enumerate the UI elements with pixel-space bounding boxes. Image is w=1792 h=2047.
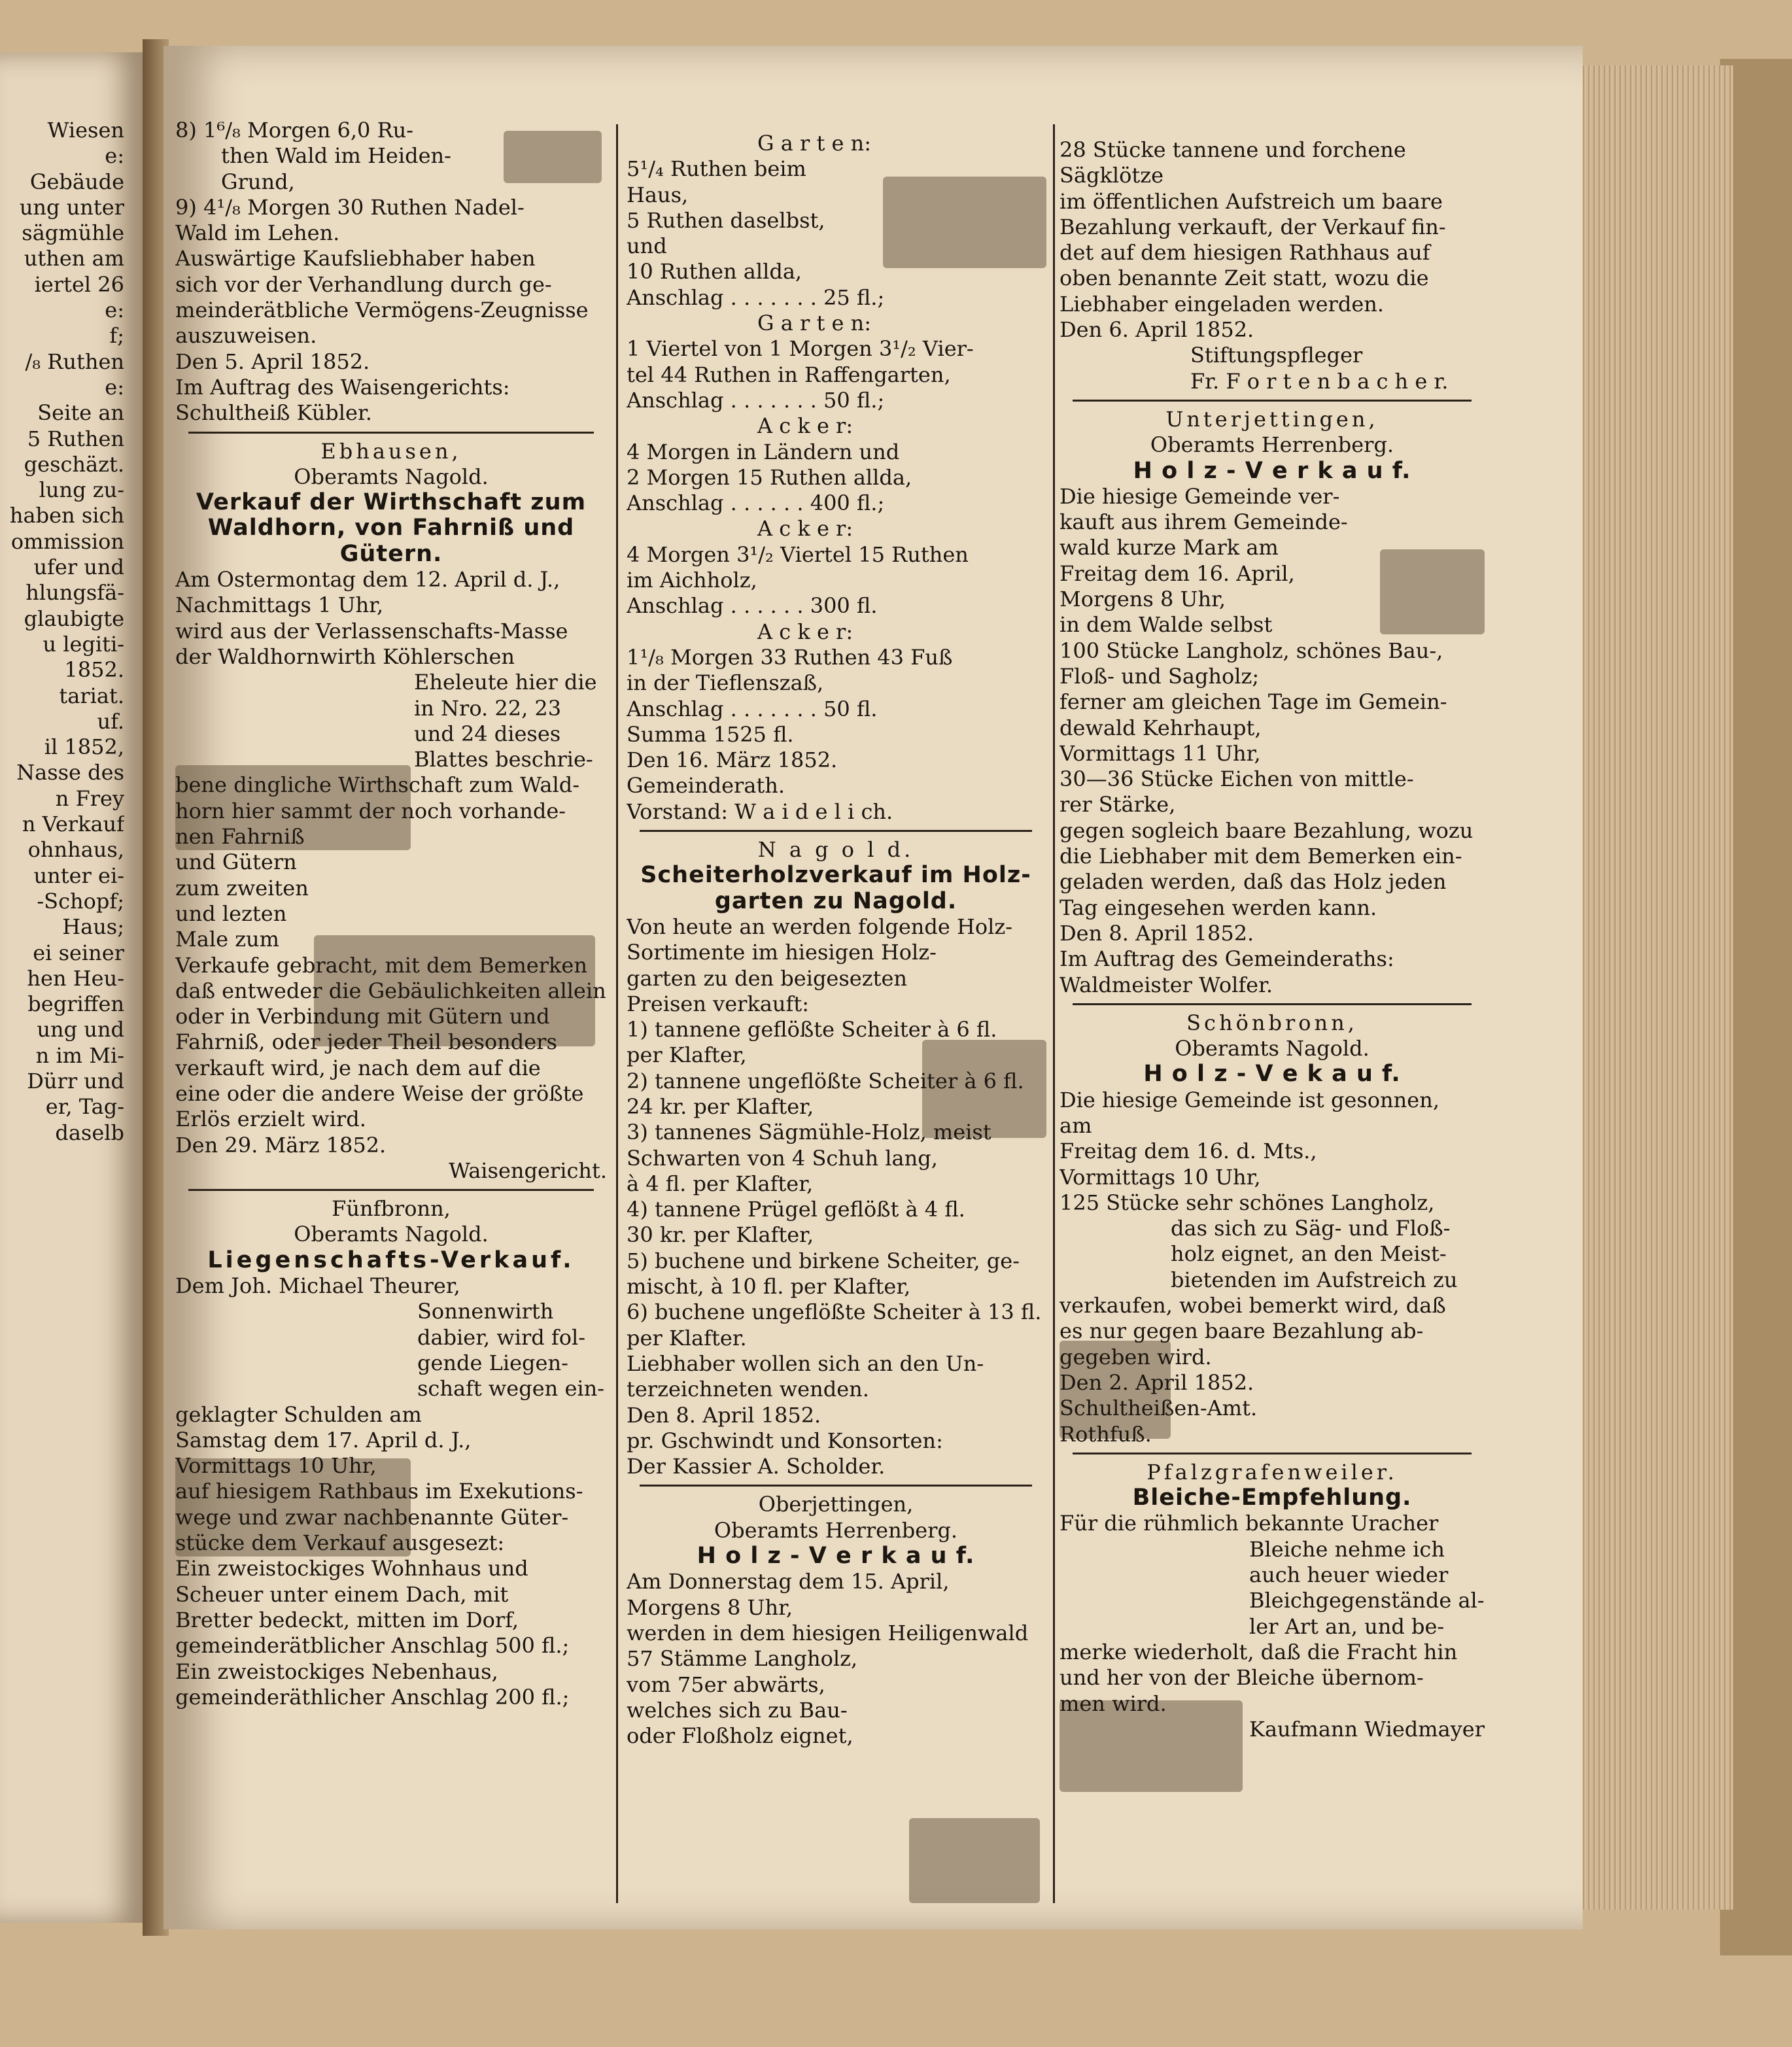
text-line: Liebhaber eingeladen werden. bbox=[1060, 291, 1385, 317]
text-line: begriffen bbox=[27, 991, 124, 1017]
text-line: ufer und bbox=[33, 555, 124, 580]
place-heading: N a g o l d. bbox=[757, 837, 914, 863]
ad-title: Liegenschafts-Verkauf. bbox=[207, 1247, 575, 1273]
ad-title: H o l z - V e r k a u f. bbox=[1133, 458, 1411, 484]
text-line: ler Art an, und be- bbox=[1249, 1613, 1445, 1639]
text-line: oder in Verbindung mit Gütern und bbox=[175, 1004, 550, 1029]
text-line: n Verkauf bbox=[22, 812, 124, 837]
text-line: Vormittags 10 Uhr, bbox=[175, 1453, 377, 1479]
signature: Kaufmann Wiedmayer bbox=[1249, 1716, 1485, 1742]
text-line: Liebhaber wollen sich an den Un- bbox=[627, 1350, 984, 1376]
text-line: Morgens 8 Uhr, bbox=[1060, 587, 1226, 612]
text-line: Vormittags 11 Uhr, bbox=[1060, 740, 1261, 766]
text-line: then Wald im Heiden- bbox=[221, 143, 451, 169]
section-divider bbox=[1073, 1453, 1472, 1454]
text-line: und Gütern bbox=[175, 850, 297, 875]
text-line: A c k e r: bbox=[757, 516, 853, 542]
text-line: 5 Ruthen bbox=[27, 426, 124, 451]
text-line: im Aichholz, bbox=[627, 568, 757, 593]
text-line: Für die rühmlich bekannte Uracher bbox=[1060, 1511, 1439, 1536]
text-line: werden in dem hiesigen Heiligenwald bbox=[627, 1620, 1029, 1645]
page-edges bbox=[1570, 65, 1733, 1910]
text-line: bietenden im Aufstreich zu bbox=[1171, 1267, 1458, 1292]
text-line: 9) 4¹/₈ Morgen 30 Ruthen Nadel- bbox=[175, 194, 525, 220]
section-divider bbox=[640, 1485, 1032, 1487]
text-line: garten zu den beigesezten bbox=[627, 965, 907, 991]
ad-title: Scheiterholzverkauf im Holz- bbox=[640, 863, 1031, 889]
text-line: Anschlag . . . . . . . 50 fl.; bbox=[627, 387, 885, 413]
text-line: Anschlag . . . . . . 400 fl.; bbox=[627, 490, 885, 516]
text-line: zum zweiten bbox=[175, 875, 309, 901]
text-line: Freitag dem 16. April, bbox=[1060, 560, 1295, 586]
column-2 bbox=[627, 131, 1045, 1749]
text-line: per Klafter, bbox=[627, 1042, 747, 1068]
text-line: Den 16. März 1852. bbox=[627, 748, 838, 773]
text-line: -Schopf; bbox=[37, 888, 124, 914]
text-line: Am Donnerstag dem 15. April, bbox=[627, 1569, 950, 1594]
text-line: 125 Stücke sehr schönes Langholz, bbox=[1060, 1190, 1435, 1215]
text-line: iertel 26 bbox=[34, 271, 124, 297]
text-line: 2 Morgen 15 Ruthen allda, bbox=[627, 464, 912, 490]
text-line: 10 Ruthen allda, bbox=[627, 259, 802, 284]
text-line: 5) buchene und birkene Scheiter, ge- bbox=[627, 1248, 1020, 1273]
text-line: gemeinderäthlicher Anschlag 200 fl.; bbox=[175, 1684, 570, 1710]
text-line: 1 Viertel von 1 Morgen 3¹/₂ Vier- bbox=[627, 336, 974, 362]
text-line: tel 44 Ruthen in Raffengarten, bbox=[627, 362, 951, 387]
text-line: sich vor der Verhandlung durch ge- bbox=[175, 271, 552, 297]
text-line: Vorstand: W a i d e l i ch. bbox=[627, 799, 893, 824]
district-heading: Oberamts Herrenberg. bbox=[1150, 432, 1394, 458]
text-line: Gebäude bbox=[29, 169, 124, 194]
text-line: Den 8. April 1852. bbox=[1060, 920, 1254, 946]
text-line: men wird. bbox=[1060, 1691, 1167, 1716]
text-line: und bbox=[627, 233, 667, 259]
text-line: Morgens 8 Uhr, bbox=[627, 1594, 793, 1620]
text-line: Schultheiß Kübler. bbox=[175, 400, 372, 426]
text-line: lung zu- bbox=[39, 477, 124, 503]
text-line: geschäzt. bbox=[24, 451, 124, 477]
text-line: n im Mi- bbox=[35, 1042, 124, 1068]
text-line: Stiftungspfleger bbox=[1190, 343, 1363, 368]
text-line: Schultheißen-Amt. bbox=[1060, 1396, 1258, 1421]
place-heading: Fünfbronn, bbox=[332, 1196, 451, 1222]
text-line: Sägklötze bbox=[1060, 163, 1164, 188]
text-line: Samstag dem 17. April d. J., bbox=[175, 1427, 472, 1453]
text-line: Dürr und bbox=[27, 1068, 124, 1093]
text-line: Den 2. April 1852. bbox=[1060, 1369, 1254, 1395]
text-line: Den 5. April 1852. bbox=[175, 349, 370, 374]
text-line: Haus, bbox=[627, 182, 689, 207]
text-line: uf. bbox=[97, 708, 124, 734]
text-line: und lezten bbox=[175, 901, 287, 926]
text-line: dabier, wird fol- bbox=[417, 1324, 586, 1350]
text-line: Im Auftrag des Gemeinderaths: bbox=[1060, 946, 1394, 972]
text-line: hlungsfä- bbox=[26, 580, 124, 606]
text-line: welches sich zu Bau- bbox=[627, 1697, 848, 1723]
text-line: Male zum bbox=[175, 927, 279, 952]
text-line: 4 Morgen 3¹/₂ Viertel 15 Ruthen bbox=[627, 542, 969, 567]
place-heading: Ebhausen, bbox=[320, 438, 462, 464]
ad-title: Waldhorn, von Fahrniß und bbox=[207, 515, 575, 542]
text-line: Freitag dem 16. d. Mts., bbox=[1060, 1139, 1317, 1164]
text-line: Bezahlung verkauft, der Verkauf fin- bbox=[1060, 214, 1446, 239]
text-line: Grund, bbox=[221, 169, 295, 194]
text-line: n Frey bbox=[55, 785, 124, 811]
text-line: holz eignet, an den Meist- bbox=[1171, 1241, 1447, 1267]
text-line: der Waldhornwirth Köhlerschen bbox=[175, 644, 515, 669]
text-line: e: bbox=[105, 374, 124, 400]
text-line: A c k e r: bbox=[757, 619, 853, 644]
text-line: Schwarten von 4 Schuh lang, bbox=[627, 1145, 938, 1171]
text-line: Bleiche nehme ich bbox=[1249, 1536, 1445, 1562]
text-line: vom 75er abwärts, bbox=[627, 1672, 825, 1697]
text-line: am bbox=[1060, 1112, 1092, 1138]
text-line: Waldmeister Wolfer. bbox=[1060, 972, 1273, 997]
text-line: gemeinderätblicher Anschlag 500 fl.; bbox=[175, 1633, 570, 1659]
text-line: meinderätbliche Vermögens-Zeugnisse bbox=[175, 298, 589, 323]
text-line: Rothfuß. bbox=[1060, 1421, 1152, 1447]
text-line: er, Tag- bbox=[45, 1094, 124, 1120]
text-line: Auswärtige Kaufsliebhaber haben bbox=[175, 246, 536, 271]
text-line: ung und bbox=[37, 1017, 124, 1042]
text-line: sägmühle bbox=[22, 220, 124, 246]
place-heading: Schönbronn, bbox=[1186, 1010, 1358, 1035]
text-line: oder Floßholz eignet, bbox=[627, 1723, 853, 1749]
place-heading: Oberjettingen, bbox=[758, 1492, 914, 1517]
text-line: 30 kr. per Klafter, bbox=[627, 1222, 814, 1248]
woodcut-worker-image bbox=[909, 1818, 1040, 1903]
district-heading: Oberamts Nagold. bbox=[1175, 1036, 1370, 1061]
text-line: G a r t e n: bbox=[757, 131, 871, 156]
text-line: verkauft wird, je nach dem auf die bbox=[175, 1055, 541, 1080]
section-divider bbox=[1073, 400, 1472, 402]
text-line: in dem Walde selbst bbox=[1060, 612, 1273, 638]
ad-title: H o l z - V e r k a u f. bbox=[697, 1543, 975, 1570]
text-line: Seite an bbox=[37, 400, 124, 426]
text-line: 30—36 Stücke Eichen von mittle- bbox=[1060, 766, 1414, 792]
text-line: e: bbox=[105, 298, 124, 323]
text-line: Scheuer unter einem Dach, mit bbox=[175, 1581, 509, 1607]
section-divider bbox=[1073, 1003, 1472, 1005]
text-line: schaft wegen ein- bbox=[417, 1376, 605, 1402]
text-line: Am Ostermontag dem 12. April d. J., bbox=[175, 567, 560, 593]
text-line: 1852. bbox=[64, 657, 124, 683]
text-line: 100 Stücke Langholz, schönes Bau-, bbox=[1060, 638, 1443, 663]
text-line: il 1852, bbox=[44, 734, 124, 760]
text-line: uthen am bbox=[24, 246, 124, 271]
text-line: 3) tannenes Sägmühle-Holz, meist bbox=[627, 1120, 991, 1145]
text-line: Nachmittags 1 Uhr, bbox=[175, 593, 384, 618]
text-line: à 4 fl. per Klafter, bbox=[627, 1171, 814, 1196]
text-line: det auf dem hiesigen Rathhaus auf bbox=[1060, 240, 1430, 266]
text-line: 5 Ruthen daselbst, bbox=[627, 207, 825, 233]
text-line: Wald im Lehen. bbox=[175, 220, 340, 246]
text-line: das sich zu Säg- und Floß- bbox=[1171, 1216, 1451, 1241]
text-line: bene dingliche Wirthschaft zum Wald- bbox=[175, 772, 579, 798]
text-line: 1) tannene geflößte Scheiter à 6 fl. bbox=[627, 1017, 997, 1042]
text-line: nen Fahrniß bbox=[175, 824, 305, 850]
text-line: daß entweder die Gebäulichkeiten allein bbox=[175, 978, 606, 1003]
ad-title: Gütern. bbox=[339, 541, 443, 567]
text-line: /₈ Ruthen bbox=[25, 349, 124, 374]
text-line: 28 Stücke tannene und forchene bbox=[1060, 137, 1406, 162]
text-line: 5¹/₄ Ruthen beim bbox=[627, 156, 806, 182]
text-line: Nasse des bbox=[16, 760, 124, 785]
text-line: u legiti- bbox=[43, 631, 124, 657]
text-line: stücke dem Verkauf ausgesezt: bbox=[175, 1530, 505, 1556]
left-page-column bbox=[0, 118, 124, 1146]
text-line: Floß- und Sagholz; bbox=[1060, 663, 1260, 689]
text-line: geladen werden, daß das Holz jeden bbox=[1060, 869, 1447, 895]
text-line: in der Tieflenszaß, bbox=[627, 670, 824, 696]
text-line: Eheleute hier die bbox=[414, 670, 597, 695]
text-line: dewald Kehrhaupt, bbox=[1060, 715, 1262, 740]
text-line: 8) 1⁶/₈ Morgen 6,0 Ru- bbox=[175, 118, 414, 143]
text-line: 4) tannene Prügel geflößt à 4 fl. bbox=[627, 1197, 965, 1222]
text-line: Verkaufe gebracht, mit dem Bemerken bbox=[175, 952, 587, 978]
text-line: G a r t e n: bbox=[757, 311, 871, 336]
text-line: Im Auftrag des Waisengerichts: bbox=[175, 374, 510, 400]
text-line: auszuweisen. bbox=[175, 323, 317, 349]
text-line: gegen sogleich baare Bezahlung, wozu bbox=[1060, 817, 1473, 843]
text-line: f; bbox=[109, 323, 124, 349]
ad-title: H o l z - V e k a u f. bbox=[1143, 1061, 1401, 1088]
text-line: Den 29. März 1852. bbox=[175, 1132, 387, 1158]
section-divider bbox=[640, 830, 1032, 832]
text-line: 2) tannene ungeflößte Scheiter à 6 fl. bbox=[627, 1068, 1024, 1093]
text-line: geklagter Schulden am bbox=[175, 1402, 422, 1427]
section-divider bbox=[188, 1189, 594, 1191]
text-line: Die hiesige Gemeinde ver- bbox=[1060, 483, 1340, 509]
text-line: Sortimente im hiesigen Holz- bbox=[627, 940, 937, 965]
text-line: Von heute an werden folgende Holz- bbox=[627, 914, 1013, 939]
text-line: wald kurze Mark am bbox=[1060, 535, 1279, 560]
column-divider bbox=[1053, 124, 1055, 1903]
text-line: in Nro. 22, 23 bbox=[414, 695, 562, 721]
text-line: merke wiederholt, daß die Fracht hin bbox=[1060, 1639, 1458, 1664]
text-line: 4 Morgen in Ländern und bbox=[627, 439, 900, 464]
text-line: Wiesen bbox=[47, 118, 124, 143]
text-line: Ein zweistockiges Wohnhaus und bbox=[175, 1556, 528, 1581]
text-line: glaubigte bbox=[24, 606, 124, 631]
text-line: tariat. bbox=[59, 683, 124, 708]
text-line: e: bbox=[105, 143, 124, 169]
text-line: Fr. F o r t e n b a c h e r. bbox=[1190, 368, 1449, 394]
text-line: ei seiner bbox=[33, 940, 124, 965]
text-line: die Liebhaber mit dem Bemerken ein- bbox=[1060, 844, 1462, 869]
text-line: wege und zwar nachbenannte Güter- bbox=[175, 1504, 569, 1530]
text-line: Dem Joh. Michael Theurer, bbox=[175, 1273, 460, 1299]
column-1 bbox=[175, 118, 607, 1710]
text-line: daselb bbox=[55, 1120, 124, 1145]
text-line: Den 8. April 1852. bbox=[627, 1402, 821, 1428]
ad-title: Verkauf der Wirthschaft zum bbox=[196, 490, 587, 516]
text-line: A c k e r: bbox=[757, 413, 853, 439]
text-line: hen Heu- bbox=[27, 965, 124, 991]
text-line: oben benannte Zeit statt, wozu die bbox=[1060, 266, 1429, 291]
column-3 bbox=[1060, 137, 1485, 1742]
text-line: terzeichneten wenden. bbox=[627, 1377, 869, 1402]
text-line: verkaufen, wobei bemerkt wird, daß bbox=[1060, 1293, 1446, 1318]
text-line: rer Stärke, bbox=[1060, 792, 1176, 817]
text-line: Haus; bbox=[62, 914, 124, 940]
text-line: im öffentlichen Aufstreich um baare bbox=[1060, 188, 1443, 214]
text-line: Sonnenwirth bbox=[417, 1299, 554, 1324]
text-line: Bleichgegenstände al- bbox=[1249, 1588, 1485, 1613]
text-line: und 24 dieses bbox=[414, 721, 561, 746]
text-line: ung unter bbox=[19, 194, 124, 220]
text-line: ferner am gleichen Tage im Gemein- bbox=[1060, 689, 1447, 715]
district-heading: Oberamts Nagold. bbox=[294, 464, 489, 489]
place-heading: Unterjettingen, bbox=[1165, 406, 1379, 432]
text-line: pr. Gschwindt und Konsorten: bbox=[627, 1428, 943, 1453]
text-line: mischt, à 10 fl. per Klafter, bbox=[627, 1274, 911, 1299]
text-line: ommission bbox=[10, 528, 124, 554]
section-divider bbox=[188, 432, 594, 434]
ad-title: Bleiche-Empfehlung. bbox=[1132, 1485, 1412, 1511]
text-line: gende Liegen- bbox=[417, 1350, 568, 1375]
text-line: Fahrniß, oder jeder Theil besonders bbox=[175, 1029, 557, 1055]
text-line: Preisen verkauft: bbox=[627, 991, 810, 1016]
text-line: und her von der Bleiche übernom- bbox=[1060, 1665, 1424, 1691]
text-line: Anschlag . . . . . . 300 fl. bbox=[627, 593, 878, 619]
text-line: eine oder die andere Weise der größte bbox=[175, 1080, 584, 1106]
text-line: ohnhaus, bbox=[27, 837, 124, 863]
text-line: per Klafter. bbox=[627, 1325, 747, 1350]
ad-title: garten zu Nagold. bbox=[714, 888, 957, 914]
text-line: kauft aus ihrem Gemeinde- bbox=[1060, 509, 1348, 535]
text-line: Anschlag . . . . . . . 50 fl. bbox=[627, 696, 878, 721]
text-line: 1¹/₈ Morgen 33 Ruthen 43 Fuß bbox=[627, 644, 953, 670]
text-line: es nur gegen baare Bezahlung ab- bbox=[1060, 1318, 1424, 1344]
text-line: gegeben wird. bbox=[1060, 1344, 1212, 1369]
text-line: Ein zweistockiges Nebenhaus, bbox=[175, 1659, 498, 1684]
text-line: Bretter bedeckt, mitten im Dorf, bbox=[175, 1607, 519, 1632]
text-line: 6) buchene ungeflößte Scheiter à 13 fl. bbox=[627, 1299, 1042, 1325]
text-line: 57 Stämme Langholz, bbox=[627, 1646, 858, 1672]
text-line: Den 6. April 1852. bbox=[1060, 317, 1254, 343]
text-line: Gemeinderath. bbox=[627, 773, 785, 799]
place-heading: Pfalzgrafenweiler. bbox=[1146, 1459, 1398, 1485]
text-line: Der Kassier A. Scholder. bbox=[627, 1454, 886, 1479]
text-line: unter ei- bbox=[33, 863, 124, 888]
district-heading: Oberamts Nagold. bbox=[294, 1222, 489, 1247]
text-line: Anschlag . . . . . . . 25 fl.; bbox=[627, 284, 885, 310]
text-line: horn hier sammt der noch vorhande- bbox=[175, 798, 566, 823]
text-line: Vormittags 10 Uhr, bbox=[1060, 1164, 1261, 1190]
text-line: Die hiesige Gemeinde ist gesonnen, bbox=[1060, 1087, 1439, 1112]
district-heading: Oberamts Herrenberg. bbox=[714, 1517, 958, 1543]
column-divider bbox=[616, 124, 618, 1903]
text-line: Tag eingesehen werden kann. bbox=[1060, 895, 1377, 920]
text-line: Erlös erzielt wird. bbox=[175, 1107, 366, 1132]
text-line: auch heuer wieder bbox=[1249, 1562, 1449, 1588]
text-line: haben sich bbox=[9, 503, 124, 528]
text-line: auf hiesigem Rathbaus im Exekutions- bbox=[175, 1479, 583, 1504]
text-line: 24 kr. per Klafter, bbox=[627, 1093, 814, 1119]
text-line: Summa 1525 fl. bbox=[627, 721, 794, 747]
text-line: wird aus der Verlassenschafts-Masse bbox=[175, 618, 568, 644]
signature: Waisengericht. bbox=[449, 1158, 607, 1183]
text-line: Blattes beschrie- bbox=[414, 747, 593, 772]
